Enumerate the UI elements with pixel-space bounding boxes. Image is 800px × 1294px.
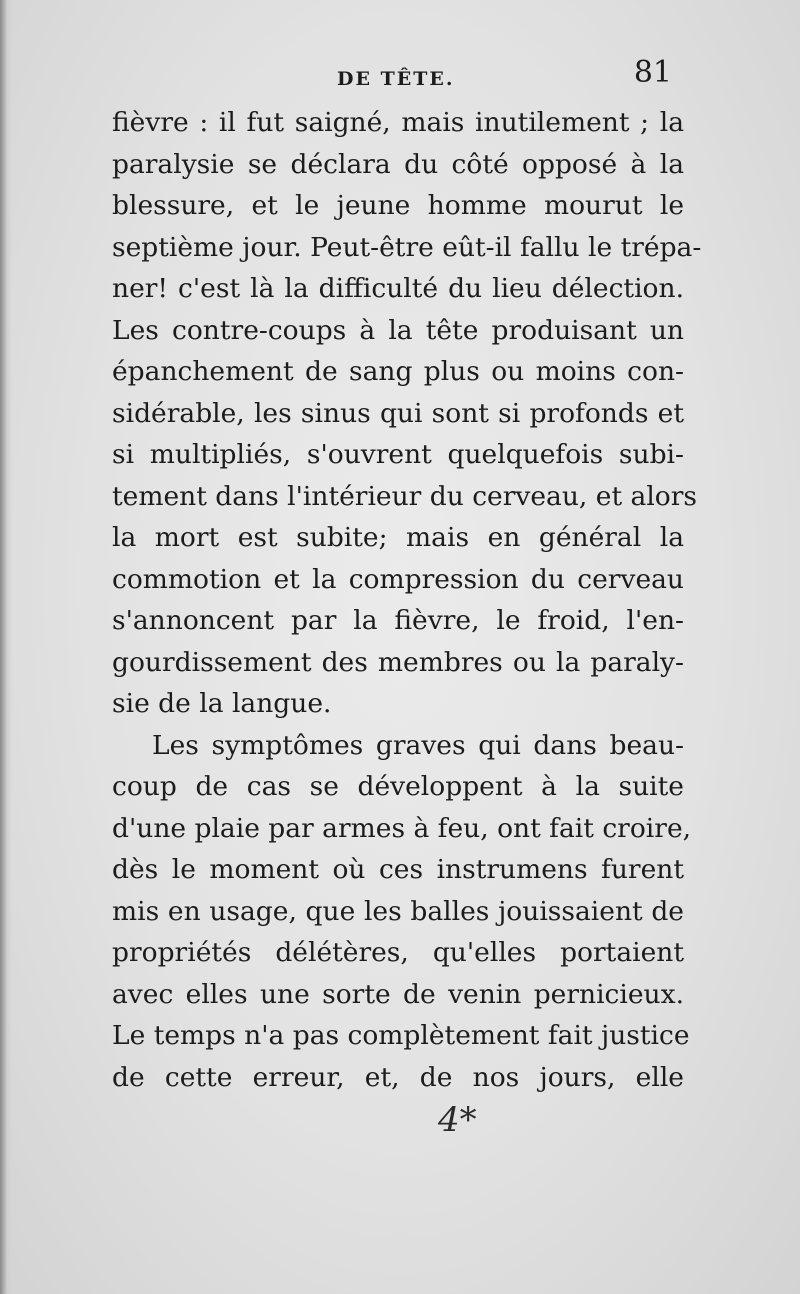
- text-line: d'une plaie par armes à feu, ont fait croire,: [112, 812, 692, 844]
- text-line: blessure, et le jeune homme mourut le: [112, 190, 684, 221]
- text-line: dès le moment où ces instrumens furent: [112, 854, 684, 885]
- text-line: fièvre : il fut saigné, mais inutilement ; la: [112, 107, 684, 138]
- text-line: épanchement de sang plus ou moins con-: [112, 356, 684, 387]
- paragraph-1: [112, 102, 702, 725]
- text-line: avec elles une sorte de venin pernicieux.: [112, 978, 684, 1010]
- text-line: propriétés délétères, qu'elles portaient: [112, 937, 684, 968]
- text-line: tement dans l'intérieur du cerveau, et alors: [112, 480, 698, 512]
- signature-mark: 4*: [438, 1100, 477, 1140]
- text-line: commotion et la compression du cerveau: [112, 563, 684, 595]
- book-page: [112, 50, 702, 1098]
- paragraph-2: [112, 725, 692, 1099]
- running-head: [112, 50, 684, 102]
- text-line: si multipliés, s'ouvrent quelquefois subi-: [112, 439, 684, 470]
- page-number: 81: [633, 55, 672, 90]
- text-line: coup de cas se développent à la suite: [112, 771, 684, 802]
- text-line: ner! c'est là la difficulté du lieu délection.: [112, 273, 684, 304]
- body-text: [112, 102, 702, 1098]
- text-line: septième jour. Peut-être eût-il fallu le trépa-: [112, 231, 702, 263]
- binding-shadow: [0, 0, 12, 1294]
- text-line: sie de la langue.: [112, 688, 332, 719]
- text-line: Les contre-coups à la tête produisant un: [112, 314, 684, 346]
- text-line: la mort est subite; mais en général la: [112, 522, 684, 553]
- text-line: paralysie se déclara du côté opposé à la: [112, 148, 684, 180]
- text-line: mis en usage, que les balles jouissaient de: [112, 895, 684, 927]
- text-line: gourdissement des membres ou la paraly-: [112, 646, 684, 678]
- text-line: Le temps n'a pas complètement fait justice: [112, 1020, 690, 1051]
- text-line: Les symptômes graves qui dans beau-: [152, 729, 684, 761]
- text-line: de cette erreur, et, de nos jours, elle: [112, 1061, 684, 1093]
- text-line: sidérable, les sinus qui sont si profonds et: [112, 397, 684, 429]
- text-line: s'annoncent par la fièvre, le froid, l'en-: [112, 605, 684, 636]
- running-head-title: DE TÊTE.: [337, 68, 455, 90]
